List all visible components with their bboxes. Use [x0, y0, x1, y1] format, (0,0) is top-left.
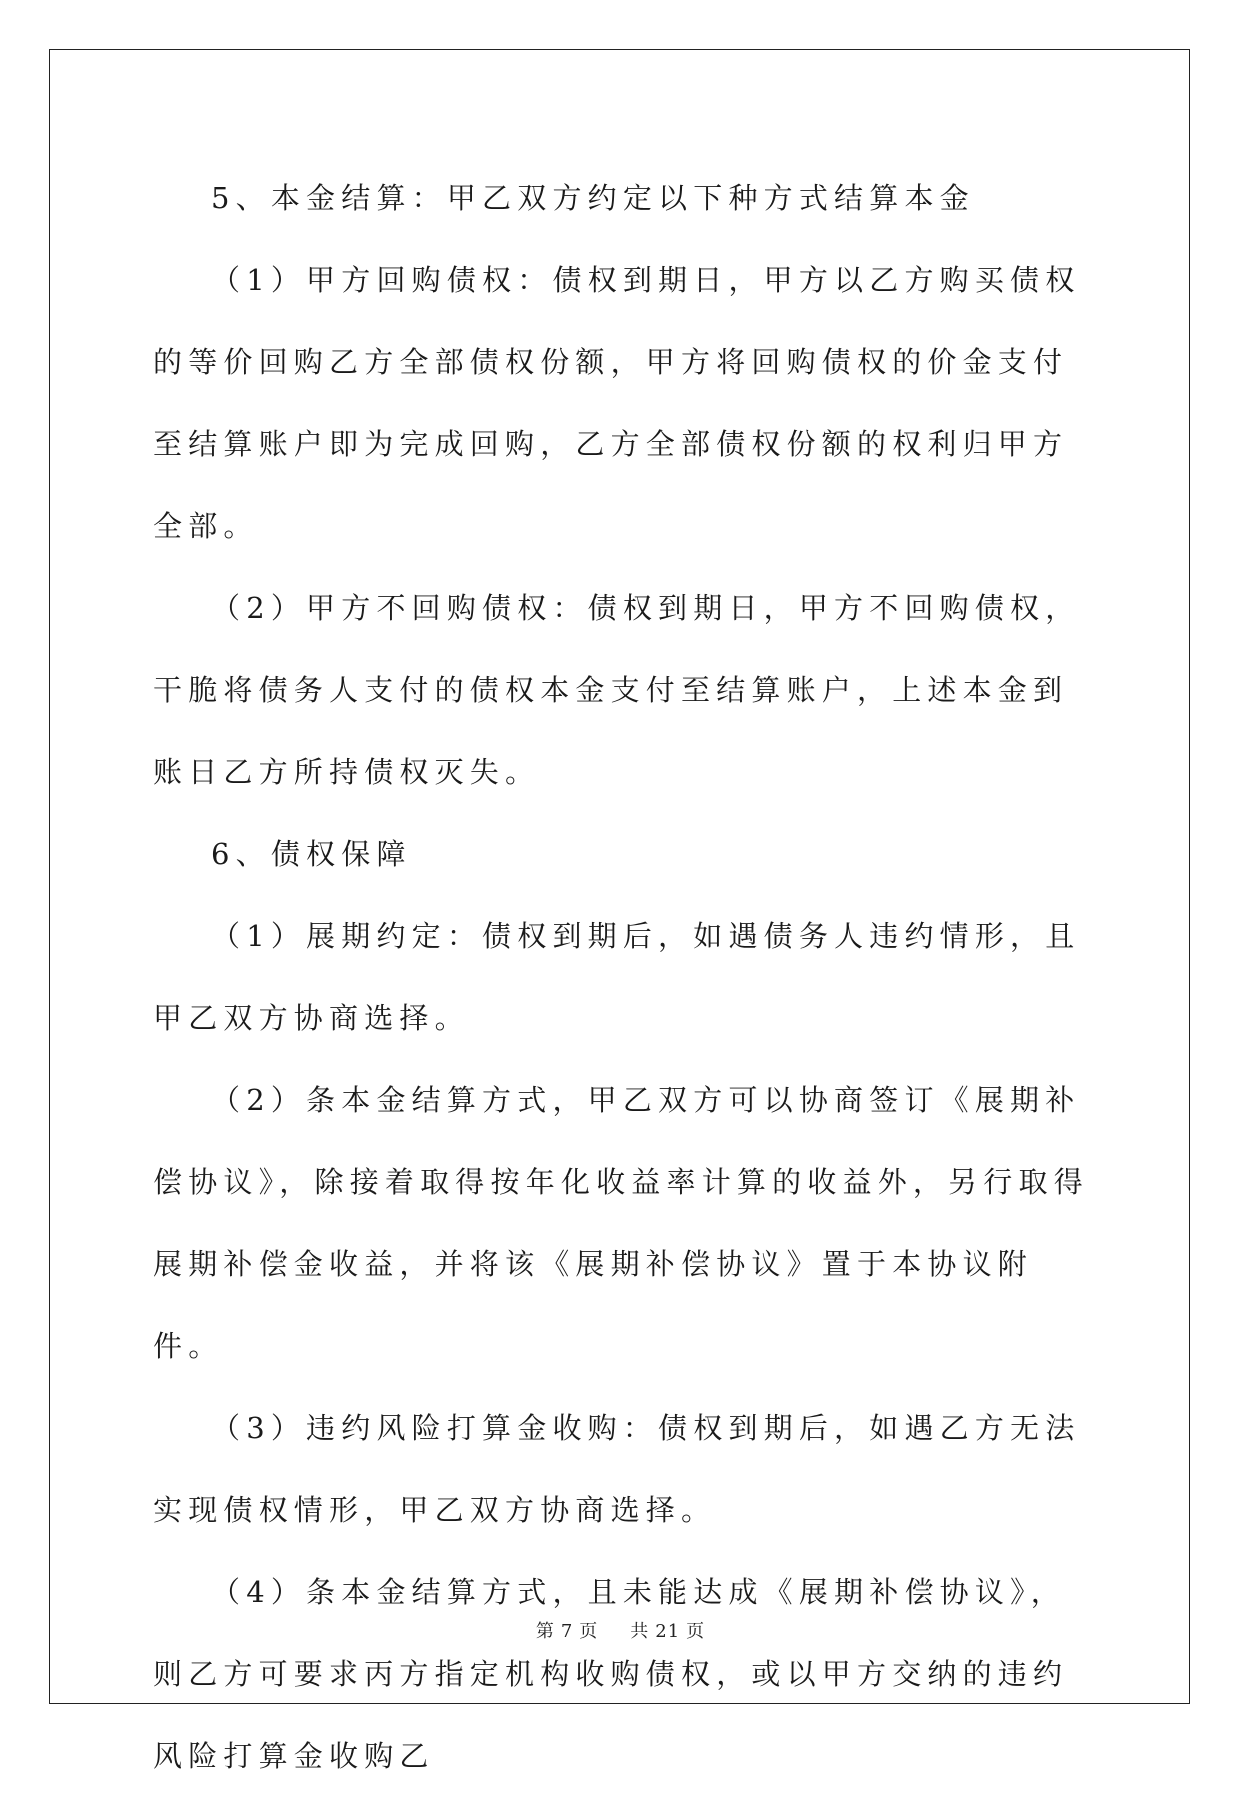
document-body	[153, 157, 1093, 1797]
paragraph-buyback: （1）甲方回购债权：债权到期日，甲方以乙方购买债权的等价回购乙方全部债权份额，甲方将回购债权的价金支付至结算账户即为完成回购，乙方全部债权份额的权利归甲方全部。	[153, 263, 1081, 543]
page-number: 7	[560, 1621, 574, 1642]
total-pages: 21	[655, 1621, 681, 1642]
total-prefix: 共	[630, 1621, 650, 1642]
paragraph-default-risk-acquisition: （3）违约风险打算金收购：债权到期后，如遇乙方无法实现债权情形，甲乙双方协商选择。	[153, 1411, 1081, 1527]
paragraph-no-buyback: （2）甲方不回购债权：债权到期日，甲方不回购债权，干脆将债务人支付的债权本金支付至结算账户，上述本金到账日乙方所持债权灭失。	[153, 591, 1081, 789]
paragraph-debt-guarantee-heading: 6、债权保障	[211, 837, 412, 871]
paragraph-extension-agreement: （1）展期约定：债权到期后，如遇债务人违约情形，且甲乙双方协商选择。	[153, 919, 1081, 1035]
paragraph-extension-compensation: （2）条本金结算方式，甲乙双方可以协商签订《展期补偿协议》，除接着取得按年化收益率计算的收益外，另行取得展期补偿金收益，并将该《展期补偿协议》置于本协议附件。	[153, 1083, 1089, 1363]
page-suffix: 页	[579, 1621, 599, 1642]
paragraph-acquisition-terms: （4）条本金结算方式，且未能达成《展期补偿协议》，则乙方可要求丙方指定机构收购债权，或以甲方交纳的违约风险打算金收购乙	[153, 1575, 1069, 1773]
page-footer	[0, 1617, 1241, 1643]
page-prefix: 第	[535, 1621, 555, 1642]
total-suffix: 页	[686, 1621, 706, 1642]
paragraph-principal-settlement: 5、本金结算：甲乙双方约定以下种方式结算本金	[211, 181, 975, 215]
